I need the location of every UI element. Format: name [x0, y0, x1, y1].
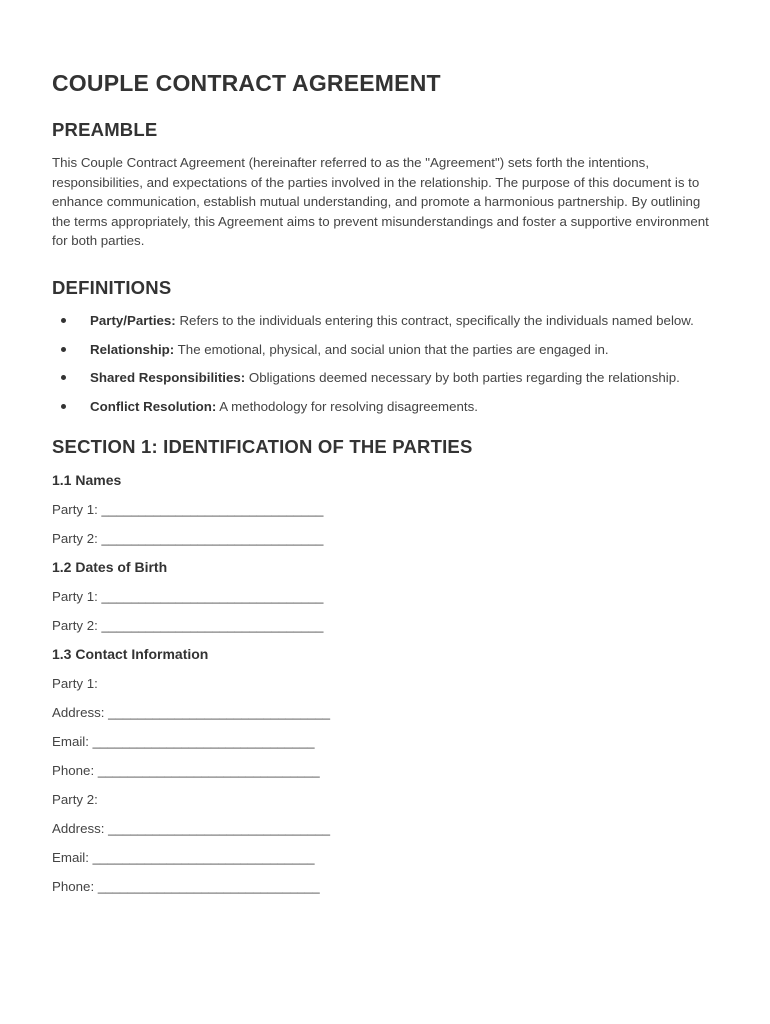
preamble-text: This Couple Contract Agreement (hereinafter referred to as the "Agreement") sets forth the intentions, responsibilities, and expectations of the parties involved in the relationship. The purpose of this document is to enhance communication, establish mutual understanding, and promote a harmonious partnership. By outlining the terms appropriately, this Agreement aims to prevent misunderstandings and foster a supportive environment for both parties. — [52, 155, 709, 249]
document-title: COUPLE CONTRACT AGREEMENT — [52, 70, 441, 96]
preamble-heading: PREAMBLE — [52, 119, 158, 140]
name-party1-field[interactable]: Party 1: ______________________________ — [52, 502, 324, 518]
definition-text: Refers to the individuals entering this contract, specifically the individuals named below. — [175, 312, 694, 328]
section1-heading: SECTION 1: IDENTIFICATION OF THE PARTIES — [52, 436, 473, 458]
contact-party1-label: Party 1: — [52, 676, 98, 692]
name-party2-field[interactable]: Party 2: ______________________________ — [52, 531, 324, 547]
contact-party1-phone-field[interactable]: Phone: ______________________________ — [52, 763, 320, 779]
bullet-icon — [61, 375, 66, 380]
contact-party2-label: Party 2: — [52, 792, 98, 808]
bullet-icon — [61, 347, 66, 352]
contact-party2-phone-field[interactable]: Phone: ______________________________ — [52, 879, 320, 895]
dob-heading: 1.2 Dates of Birth — [52, 559, 168, 576]
names-heading: 1.1 Names — [52, 472, 122, 489]
definition-text: A methodology for resolving disagreements. — [216, 398, 478, 414]
definition-text: Obligations deemed necessary by both parties regarding the relationship. — [245, 370, 680, 386]
definitions-heading: DEFINITIONS — [52, 276, 172, 298]
contact-party2-address-field[interactable]: Address: ______________________________ — [52, 821, 331, 837]
bullet-icon — [61, 318, 66, 323]
definition-item — [52, 397, 718, 417]
definition-term: Conflict Resolution: — [90, 398, 217, 414]
definition-item — [52, 311, 718, 331]
dob-party2-field[interactable]: Party 2: ______________________________ — [52, 618, 324, 634]
contact-party1-address-field[interactable]: Address: ______________________________ — [52, 705, 331, 721]
dob-party1-field[interactable]: Party 1: ______________________________ — [52, 589, 324, 605]
bullet-icon — [61, 404, 66, 409]
definition-term: Party/Parties: — [90, 312, 176, 328]
definitions-list — [52, 311, 718, 416]
definition-text: The emotional, physical, and social union that the parties are engaged in. — [174, 341, 609, 357]
contact-heading: 1.3 Contact Information — [52, 646, 209, 663]
definition-term: Shared Responsibilities: — [90, 370, 246, 386]
contact-party1-email-field[interactable]: Email: ______________________________ — [52, 734, 315, 750]
definition-item — [52, 368, 718, 388]
definition-item — [52, 340, 718, 360]
contact-party2-email-field[interactable]: Email: ______________________________ — [52, 850, 315, 866]
definition-term: Relationship: — [90, 341, 175, 357]
